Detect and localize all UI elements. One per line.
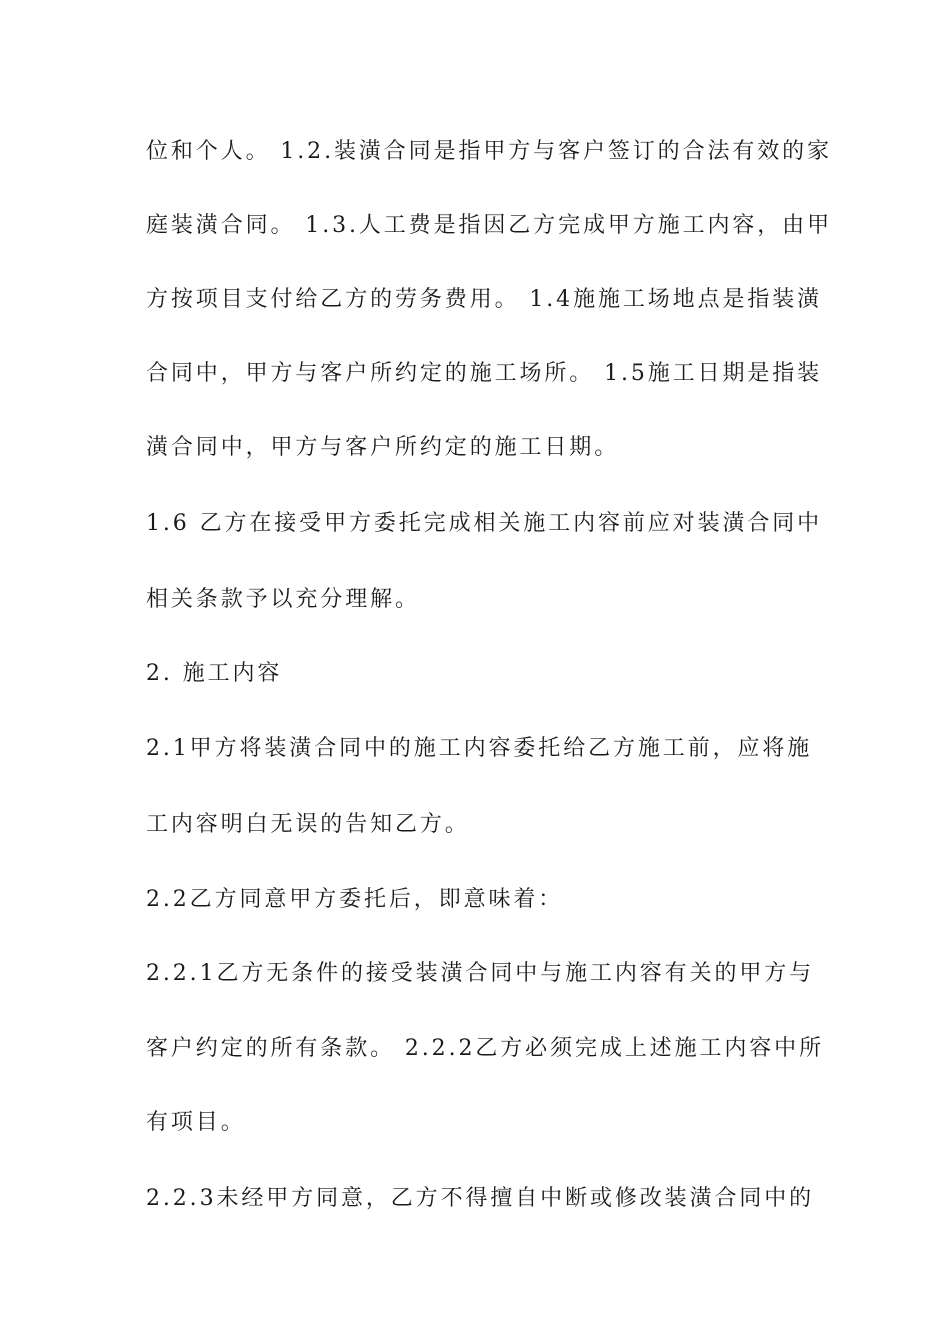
text-line-1: 位和个人。 1.2.装潢合同是指甲方与客户签订的合法有效的家 xyxy=(146,139,832,164)
text-line-6: 1.6 乙方在接受甲方委托完成相关施工内容前应对装潢合同中 xyxy=(146,511,823,536)
text-line-11: 2.2乙方同意甲方委托后，即意味着： xyxy=(146,887,564,912)
text-line-10: 工内容明白无误的告知乙方。 xyxy=(146,812,470,837)
text-line-3: 方按项目支付给乙方的劳务费用。 1.4施施工场地点是指装潢 xyxy=(146,287,823,312)
text-line-2: 庭装潢合同。 1.3.人工费是指因乙方完成甲方施工内容，由甲 xyxy=(146,213,832,238)
text-line-4: 合同中，甲方与客户所约定的施工场所。 1.5施工日期是指装 xyxy=(146,361,823,386)
text-line-12: 2.2.1乙方无条件的接受装潢合同中与施工内容有关的甲方与 xyxy=(146,961,815,986)
text-line-7: 相关条款予以充分理解。 xyxy=(146,587,420,612)
text-line-15: 2.2.3未经甲方同意，乙方不得擅自中断或修改装潢合同中的 xyxy=(146,1186,815,1211)
text-line-5: 潢合同中，甲方与客户所约定的施工日期。 xyxy=(146,435,620,460)
section-heading: 2. 施工内容 xyxy=(146,661,283,686)
text-line-9: 2.1甲方将装潢合同中的施工内容委托给乙方施工前，应将施 xyxy=(146,736,813,761)
text-line-14: 有项目。 xyxy=(146,1110,246,1135)
text-line-13: 客户约定的所有条款。 2.2.2乙方必须完成上述施工内容中所 xyxy=(146,1036,824,1061)
